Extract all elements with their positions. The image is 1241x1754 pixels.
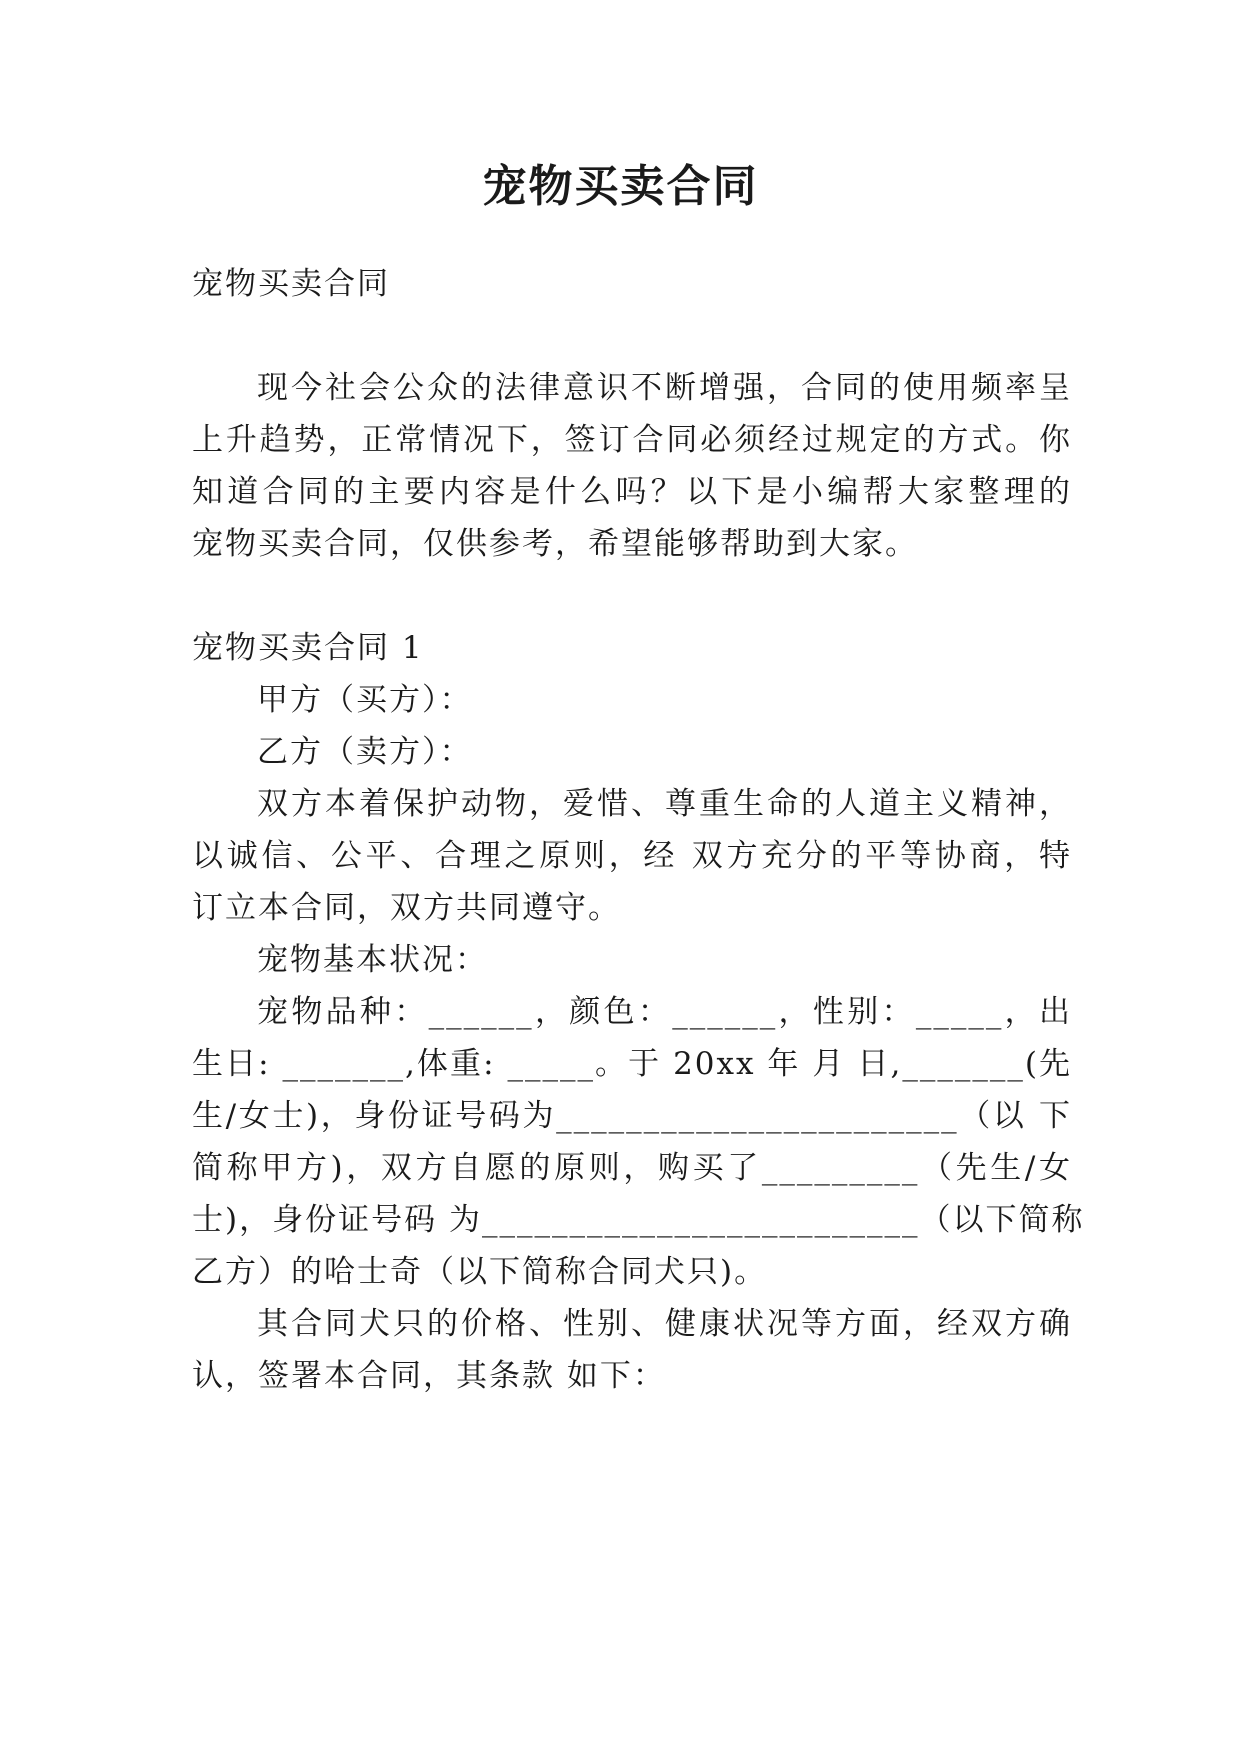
intro-line-2: 上升趋势，正常情况下，签订合同必须经过规定的方式。你 [192,422,1072,458]
pet-details-line-3: 生/女士)，身份证号码为_______________________（以 下 [192,1098,1072,1134]
party-b-label: 乙方（卖方）： [257,734,473,770]
terms-line-2: 认，签署本合同，其条款 如下： [192,1358,666,1394]
document-title: 宠物买卖合同 [482,161,759,212]
intro-line-1: 现今社会公众的法律意识不断增强，合同的使用频率呈 [257,370,1072,406]
intro-line-4: 宠物买卖合同，仅供参考，希望能够帮助到大家。 [192,526,918,562]
terms-line-1: 其合同犬只的价格、性别、健康状况等方面，经双方确 [257,1306,1072,1342]
pet-details-line-2: 生日: _______,体重: _____。于 20xx 年 月 日,_______(先 [192,1046,1072,1082]
principle-line-3: 订立本合同，双方共同遵守。 [192,890,621,926]
intro-line-3: 知道合同的主要内容是什么吗？以下是小编帮大家整理的 [192,474,1072,510]
document-subtitle: 宠物买卖合同 [192,266,390,302]
pet-details-line-6: 乙方）的哈士奇（以下简称合同犬只)。 [192,1254,768,1290]
section-heading: 宠物买卖合同 1 [192,630,424,666]
principle-line-1: 双方本着保护动物，爱惜、尊重生命的人道主义精神， [257,786,1072,822]
principle-line-2: 以诚信、公平、合理之原则，经 双方充分的平等协商，特 [192,838,1072,874]
party-a-label: 甲方（买方）： [257,682,473,718]
pet-details-line-5: 士)，身份证号码 为_________________________（以下简称 [192,1202,1085,1238]
pet-details-line-1: 宠物品种：______，颜色：______，性别：_____，出 [257,994,1072,1030]
pet-status-label: 宠物基本状况： [257,942,488,978]
pet-details-line-4: 简称甲方)，双方自愿的原则，购买了_________（先生/女 [192,1150,1072,1186]
